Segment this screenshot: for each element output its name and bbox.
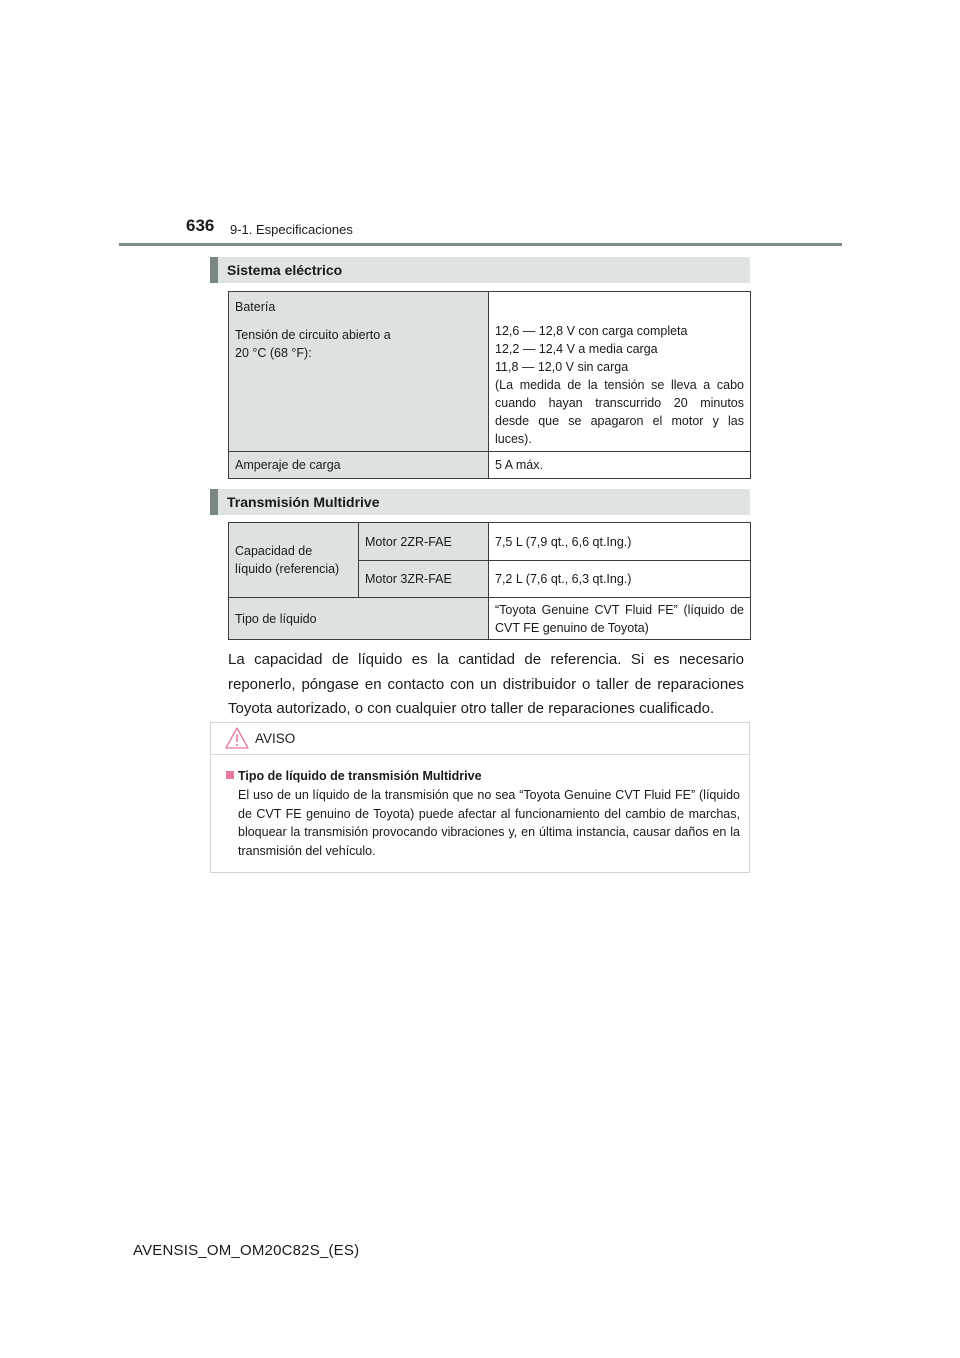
table-row	[229, 452, 751, 479]
voltage-label	[235, 326, 482, 362]
header-rule	[119, 243, 842, 246]
capacity-label	[229, 523, 359, 598]
capacity-label-line: Capacidad de	[235, 544, 313, 558]
voltage-label-line: Tensión de circuito abierto a	[235, 328, 391, 342]
notice-header	[211, 723, 749, 755]
charge-label: Amperaje de carga	[229, 452, 489, 479]
transmission-table	[228, 522, 751, 640]
capacity-paragraph: La capacidad de líquido es la cantidad de referencia. Si es necesario reponerlo, póngase en contacto con un distribuidor o taller de reparaciones Toyota autorizado, o con cualquier otro taller de reparaciones cualificado.	[228, 651, 744, 717]
battery-label-cell	[229, 292, 489, 452]
battery-label: Batería	[235, 300, 276, 314]
engine-label: Motor 2ZR-FAE	[359, 523, 489, 561]
section-label: 9-1. Especificaciones	[230, 222, 353, 237]
notice-title: AVISO	[255, 731, 296, 746]
capacity-label-line: líquido (referencia)	[235, 562, 340, 576]
fluid-type-value: “Toyota Genuine CVT Fluid FE” (líquido de CVT FE genuino de Toyota)	[495, 602, 744, 635]
voltage-label-line: 20 °C (68 °F):	[235, 346, 312, 360]
voltage-note: (La medida de la tensión se lleva a cabo cuando hayan transcurrido 20 minutos desde que se apagaron el motor y las luces).	[495, 378, 744, 446]
table-row	[229, 523, 751, 561]
notice-body	[226, 768, 740, 860]
voltage-value: 12,6 — 12,8 V con carga completa	[495, 324, 688, 338]
capacity-value: 7,5 L (7,9 qt., 6,6 qt.Ing.)	[489, 523, 751, 561]
footer-code: AVENSIS_OM_OM20C82S_(ES)	[133, 1242, 360, 1259]
warning-triangle-icon	[225, 727, 249, 749]
notice-box	[210, 722, 750, 873]
fluid-type-value-cell	[489, 598, 751, 640]
notice-text: El uso de un líquido de la transmisión que no sea “Toyota Genuine CVT Fluid FE” (líquido de CVT FE genuino de Toyota) puede afectar al funcionamiento del cambio de marchas, bloquear la transmisión provocando vibraciones y, en última instancia, causar daños en la transmisión del vehículo.	[238, 788, 740, 858]
voltage-value: 11,8 — 12,0 V sin carga	[495, 360, 629, 374]
table-row	[229, 598, 751, 640]
electrical-table	[228, 291, 751, 479]
page-number: 636	[186, 216, 215, 235]
voltage-value: 12,2 — 12,4 V a media carga	[495, 342, 658, 356]
table-row	[229, 292, 751, 452]
engine-label: Motor 3ZR-FAE	[359, 561, 489, 598]
electrical-heading: Sistema eléctrico	[210, 257, 750, 283]
transmission-heading: Transmisión Multidrive	[210, 489, 750, 515]
square-bullet-icon	[226, 771, 234, 779]
charge-value: 5 A máx.	[489, 452, 751, 479]
fluid-type-label: Tipo de líquido	[229, 598, 489, 640]
notice-bullet-title: Tipo de líquido de transmisión Multidrive	[238, 769, 482, 783]
battery-value-cell	[489, 292, 751, 452]
capacity-value: 7,2 L (7,6 qt., 6,3 qt.Ing.)	[489, 561, 751, 598]
notice-bullet	[226, 768, 740, 784]
